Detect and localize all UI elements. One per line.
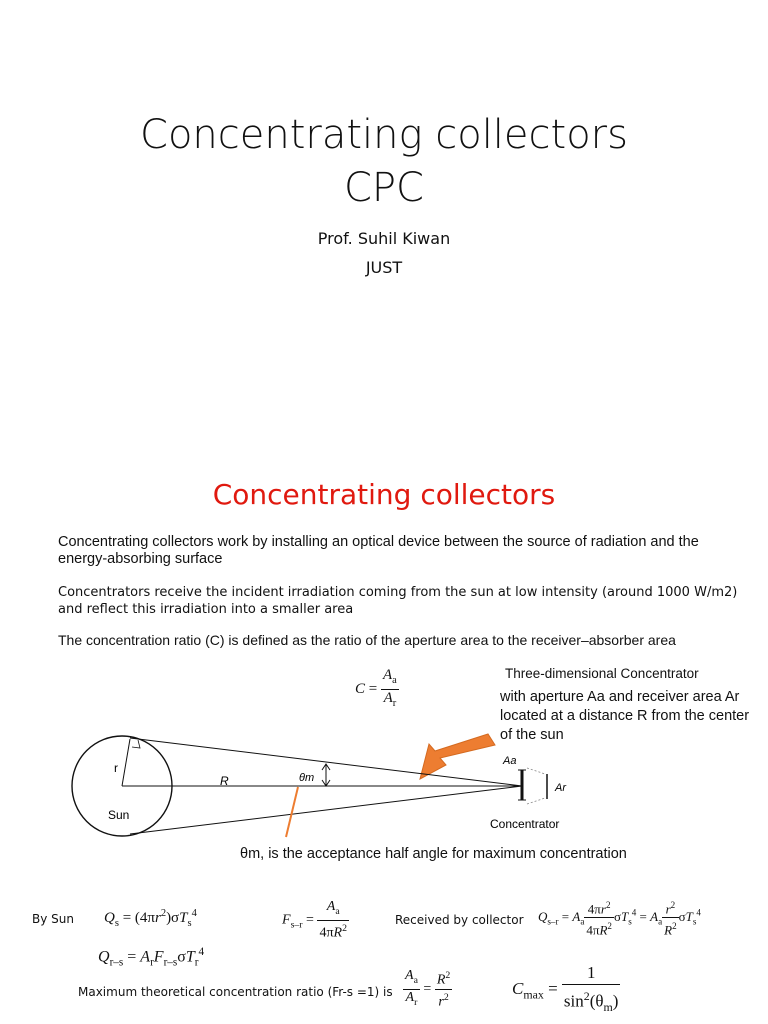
- aperture-area-label: Aa: [503, 755, 517, 767]
- sun-label: Sun: [108, 808, 130, 822]
- concentrator-caption-line1: Three-dimensional Concentrator: [505, 666, 699, 681]
- concentration-ratio-equation: C = $\frac{A_a}{A_r}$: [355, 667, 397, 709]
- max-ratio-label: Maximum theoretical concentration ratio (Fr-s =1) is: [78, 985, 393, 999]
- received-heat-equation: $Q_{s-r} = A_a$ $\frac{4\pi r^2}{4\pi R^2}$ $\sigma T_s^4 = A_a$ $\frac{r^2}{R^2}$ $\sigma T_s^4$: [538, 897, 701, 939]
- receiver-area-label: Ar: [555, 782, 566, 794]
- area-ratio-equation: $\frac{A_a}{A_r}$ = $\frac{R^2}{r^2}$: [405, 968, 451, 1010]
- R-label: R: [220, 774, 229, 788]
- slide-title-line2: CPC: [344, 165, 424, 211]
- concentrator-label: Concentrator: [490, 817, 560, 831]
- acceptance-angle-caption: θm, is the acceptance half angle for maximum concentration: [240, 846, 627, 862]
- by-sun-label: By Sun: [32, 912, 74, 926]
- theta-pointer: [286, 787, 298, 837]
- r-label: r: [114, 761, 118, 775]
- max-concentration-equation: $C_{max}$ = $\frac{1}{\sin^2(\theta_m)}$: [512, 963, 619, 1015]
- theta-label: θm: [299, 772, 315, 784]
- received-by-collector-label: Received by collector: [395, 913, 524, 927]
- concentrator-caption: with aperture Aa and receiver area Ar located at a distance R from the center of the sun: [500, 689, 750, 743]
- sun-emission-equation: $Q_s = (4\pi r^2)\sigma T_s^4$: [104, 908, 197, 929]
- paragraph-concentration-ratio: The concentration ratio (C) is defined as the ratio of the aperture area to the receiver–absorber area: [58, 632, 676, 648]
- receiver-emission-equation: $Q_{r-s} = A_rF_{r-s}\sigma T_r^4$: [98, 946, 205, 969]
- sun-concentrator-diagram: [0, 700, 768, 850]
- paragraph-irradiation: Concentrators receive the incident irradiation coming from the sun at low intensity (around 1000 W/m2) and reflect this irradiation into a smaller area: [58, 585, 738, 617]
- section-title: Concentrating collectors: [212, 478, 556, 511]
- view-factor-equation: $F_{s-r}$ = $\frac{A_a}{4\pi R^2}$: [282, 899, 347, 941]
- slide-title-line1: Concentrating collectors: [140, 112, 628, 158]
- author-name: Prof. Suhil Kiwan: [317, 229, 451, 248]
- orange-arrow-icon: [420, 734, 495, 779]
- institution-name: JUST: [365, 258, 403, 277]
- paragraph-definition: Concentrating collectors work by installing an optical device between the source of radiation and the energy-absorbing surface: [58, 534, 699, 567]
